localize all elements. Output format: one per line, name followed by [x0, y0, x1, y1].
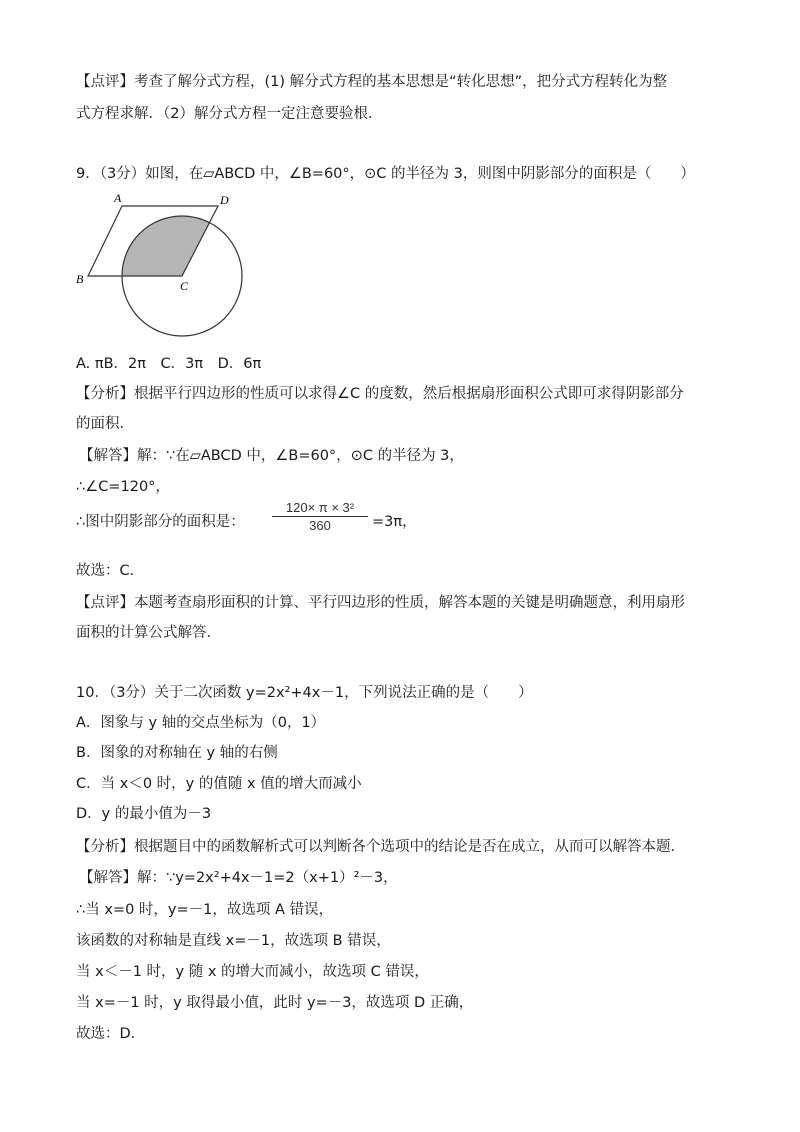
q10-option-d: D．y 的最小值为－3: [76, 806, 212, 822]
q10-option-c: C．当 x＜0 时，y 的值随 x 值的增大而减小: [76, 776, 362, 792]
q8-review-line1: 【点评】考查了解分式方程，(1) 解分式方程的基本思想是“转化思想”，把分式方程转化为整: [76, 74, 668, 90]
q9-stem: 9．（3分）如图，在▱ABCD 中，∠B=60°，⊙C 的半径为 3，则图中阴影部分的面积是（ ）: [76, 166, 695, 182]
label-b: B: [76, 272, 84, 286]
q10-solution-line3: 该函数的对称轴是直线 x=－1，故选项 B 错误，: [76, 933, 391, 949]
fraction-numerator: 120× π × 3²: [272, 500, 368, 517]
q8-review-line2: 式方程求解．（2）解分式方程一定注意要验根．: [76, 106, 383, 122]
q10-solution-line1: 【解答】解：∵y=2x²+4x－1=2（x+1）²－3，: [79, 870, 398, 886]
label-d: D: [220, 193, 229, 207]
q9-analysis-line2: 的面积．: [76, 416, 134, 432]
q9-solution-line2: ∴∠C=120°，: [76, 479, 170, 495]
label-a: A: [114, 191, 122, 205]
q10-solution-line2: ∴当 x=0 时，y=－1，故选项 A 错误，: [76, 902, 333, 918]
q9-review-line2: 面积的计算公式解答．: [76, 625, 221, 641]
q9-solution-line1: 【解答】解：∵在▱ABCD 中，∠B=60°，⊙C 的半径为 3，: [79, 448, 464, 464]
fraction-result: =3π，: [372, 514, 417, 530]
q10-option-b: B．图象的对称轴在 y 轴的右侧: [76, 745, 278, 761]
area-fraction: [272, 500, 368, 533]
q10-analysis: 【分析】根据题目中的函数解析式可以判断各个选项中的结论是否在成立，从而可以解答本题．: [76, 839, 685, 855]
q10-solution-line4: 当 x＜－1 时，y 随 x 的增大而减小，故选项 C 错误，: [76, 964, 429, 980]
shaded-sector: [88, 206, 218, 276]
parallelogram-circle-figure: [70, 190, 260, 340]
q10-stem: 10．（3分）关于二次函数 y=2x²+4x－1，下列说法正确的是（ ）: [76, 685, 533, 701]
label-c: C: [180, 279, 189, 293]
q9-area-formula: [76, 500, 417, 533]
q9-choice: 故选：C．: [76, 563, 145, 579]
q9-solution-line3-prefix: ∴图中阴影部分的面积是：: [76, 514, 245, 530]
q9-analysis-line1: 【分析】根据平行四边形的性质可以求得∠C 的度数，然后根据扇形面积公式即可求得阴影部分: [76, 386, 684, 402]
fraction-denominator: 360: [309, 518, 331, 533]
q9-options: A. πB．2π C．3π D．6π: [76, 356, 262, 372]
q10-choice: 故选：D．: [76, 1026, 146, 1042]
q9-review-line1: 【点评】本题考查扇形面积的计算、平行四边形的性质，解答本题的关键是明确题意，利用扇形: [76, 595, 685, 611]
q10-option-a: A．图象与 y 轴的交点坐标为（0，1）: [76, 715, 326, 731]
q10-solution-line5: 当 x=－1 时，y 取得最小值，此时 y=－3，故选项 D 正确，: [76, 995, 474, 1011]
